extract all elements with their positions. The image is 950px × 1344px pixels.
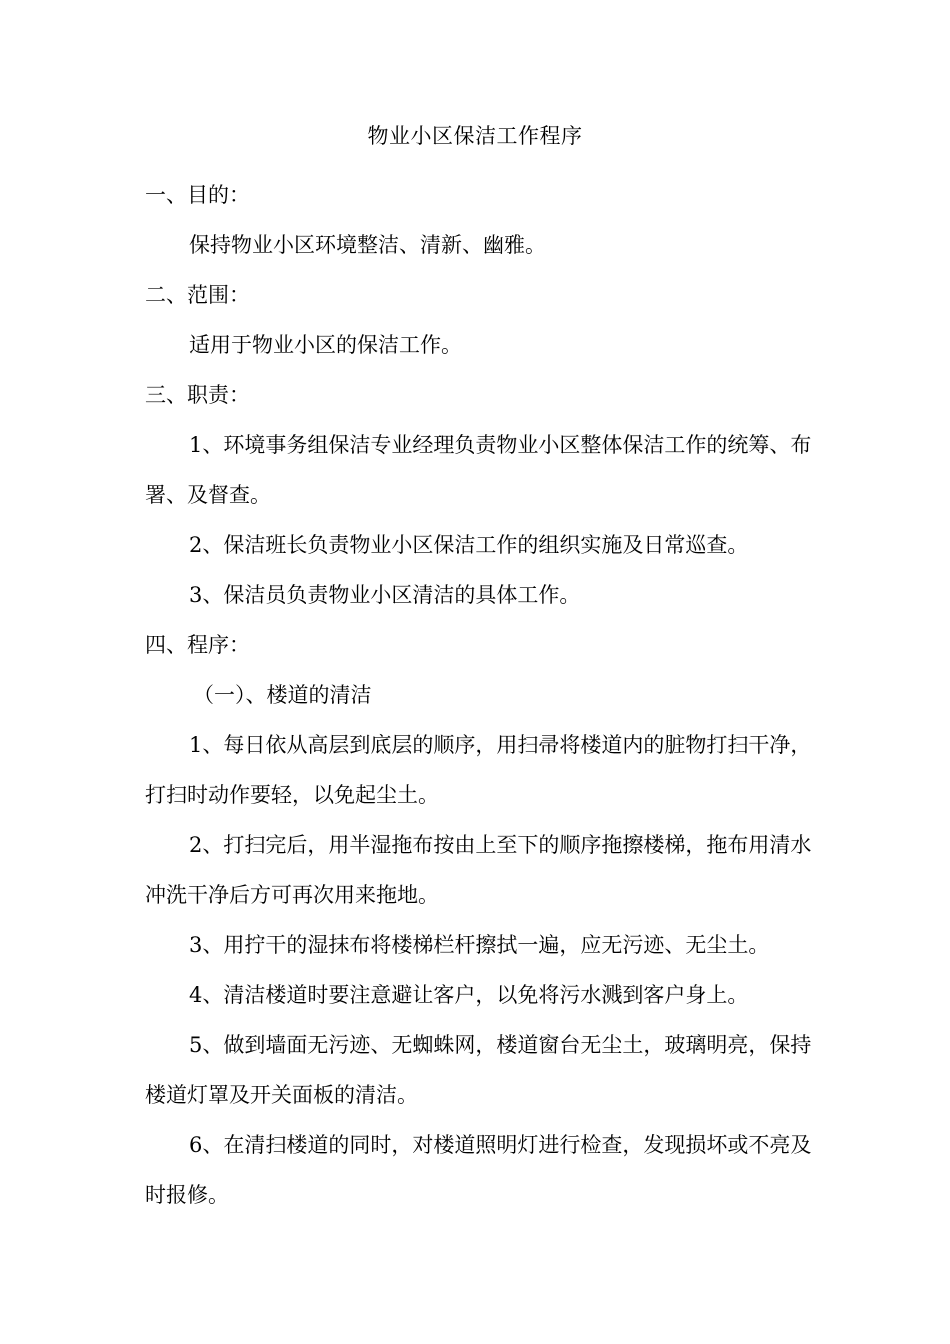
section-heading-procedure: 四、程序： (145, 633, 250, 657)
paragraph-step-6: 6、在清扫楼道的同时，对楼道照明灯进行检查，发现损坏或不亮及时报修。 (145, 1133, 812, 1207)
paragraph-duty-3: 3、保洁员负责物业小区清洁的具体工作。 (189, 583, 581, 607)
paragraph-purpose: 保持物业小区环境整洁、清新、幽雅。 (189, 233, 546, 257)
paragraph-step-5: 5、做到墙面无污迹、无蜘蛛网，楼道窗台无尘土，玻璃明亮，保持楼道灯罩及开关面板的清洁。 (145, 1033, 812, 1107)
paragraph-step-1: 1、每日依从高层到底层的顺序，用扫帚将楼道内的脏物打扫干净，打扫时动作要轻，以免起尘土。 (145, 733, 812, 807)
paragraph-step-2: 2、打扫完后，用半湿拖布按由上至下的顺序拖擦楼梯，拖布用清水冲洗干净后方可再次用来拖地。 (145, 833, 812, 907)
paragraph-scope: 适用于物业小区的保洁工作。 (189, 333, 462, 357)
paragraph-step-4: 4、清洁楼道时要注意避让客户，以免将污水溅到客户身上。 (189, 983, 749, 1007)
paragraph-duty-2: 2、保洁班长负责物业小区保洁工作的组织实施及日常巡查。 (189, 533, 749, 557)
section-heading-duties: 三、职责： (145, 383, 250, 407)
paragraph-duty-1: 1、环境事务组保洁专业经理负责物业小区整体保洁工作的统筹、布署、及督查。 (145, 433, 812, 507)
subsection-heading-corridor: （一）、楼道的清洁 (193, 683, 372, 707)
paragraph-step-3: 3、用拧干的湿抹布将楼梯栏杆擦拭一遍，应无污迹、无尘土。 (189, 933, 770, 957)
section-heading-purpose: 一、目的： (145, 183, 250, 207)
section-heading-scope: 二、范围： (145, 283, 250, 307)
document-title: 物业小区保洁工作程序 (367, 124, 583, 148)
document-body (145, 170, 815, 1220)
